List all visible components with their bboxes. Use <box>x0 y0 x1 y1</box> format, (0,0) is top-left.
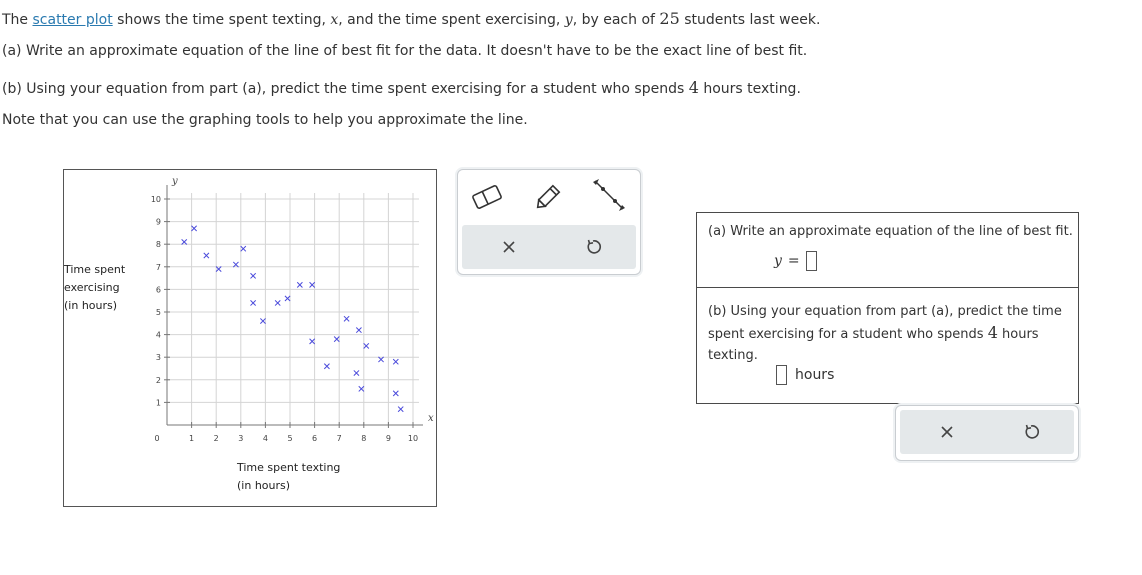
x-axis-variable: x <box>428 413 434 424</box>
y-tick-label: 8 <box>155 240 161 250</box>
undo-icon <box>1022 423 1040 441</box>
data-point <box>393 391 398 396</box>
prompt-part-a: (a) Write an approximate equation of the line of best fit for the data. It doesn't have to be the exact line of best fit. <box>2 43 808 59</box>
prompt-note: Note that you can use the graphing tools to help you approximate the line. <box>2 112 528 128</box>
undo-answer-button[interactable] <box>1015 416 1047 448</box>
data-point <box>398 407 403 412</box>
y-tick-label: 10 <box>150 195 161 204</box>
y-tick-label: 3 <box>155 353 161 363</box>
x-axis-title: Time spent texting (in hours) <box>237 461 341 492</box>
data-point <box>285 296 290 301</box>
data-point <box>241 246 246 251</box>
y-tick-label: 5 <box>155 308 161 317</box>
y-tick-label: 1 <box>155 398 161 408</box>
data-point <box>251 273 256 278</box>
eraser-icon <box>467 176 507 216</box>
hours-unit-label: hours <box>795 367 835 383</box>
y-tick-label: 2 <box>155 375 161 385</box>
graphing-toolbar <box>457 169 641 275</box>
data-point <box>364 343 369 348</box>
x-tick-label: 6 <box>312 434 318 443</box>
data-point <box>191 226 196 231</box>
x-icon <box>939 424 955 440</box>
part-a-section <box>697 213 1078 287</box>
clear-graph-button[interactable] <box>493 231 525 263</box>
part-a-prompt: (a) Write an approximate equation of the line of best fit. <box>708 224 1073 239</box>
x-tick-label: 5 <box>287 434 293 443</box>
data-point <box>251 300 256 305</box>
data-point <box>393 359 398 364</box>
data-point <box>204 253 209 258</box>
equals-sign: = <box>787 253 800 269</box>
equation-variable: y <box>774 253 782 269</box>
prompt-part-b: (b) Using your equation from part (a), predict the time spent exercising for a student who spends 4 hours texting. <box>2 78 801 97</box>
undo-graph-button[interactable] <box>577 231 609 263</box>
x-tick-label: 2 <box>213 434 219 443</box>
data-point <box>334 337 339 342</box>
x-icon <box>501 239 517 255</box>
hours-answer-input[interactable] <box>776 365 787 385</box>
y-axis-title: Time spent exercising (in hours) <box>64 263 126 312</box>
prompt-line-1: The scatter plot shows the time spent texting, x, and the time spent exercising, y, by each of 25 students last week. <box>2 9 821 28</box>
y-axis-variable: y <box>172 176 178 187</box>
equation-row <box>774 251 817 271</box>
graph-area[interactable] <box>63 169 437 507</box>
y-tick-label: 9 <box>155 217 161 227</box>
x-tick-label: 9 <box>385 434 391 443</box>
data-point <box>310 282 315 287</box>
x-tick-label: 1 <box>189 434 195 443</box>
data-point <box>297 282 302 287</box>
scatter-plot[interactable] <box>64 170 436 506</box>
part-b-prompt: (b) Using your equation from part (a), predict the time spent exercising for a student who spends 4 hours texting. <box>708 304 1062 363</box>
pencil-tool[interactable] <box>529 176 569 216</box>
pencil-icon <box>529 176 569 216</box>
origin-label: 0 <box>154 434 160 443</box>
part-b-section <box>697 288 1078 403</box>
answer-action-bar <box>900 410 1074 454</box>
data-point <box>356 327 361 332</box>
x-tick-label: 7 <box>336 434 342 443</box>
data-point <box>354 370 359 375</box>
y-tick-label: 4 <box>155 330 161 340</box>
data-point <box>260 318 265 323</box>
data-point <box>359 386 364 391</box>
data-point <box>324 364 329 369</box>
x-tick-label: 3 <box>238 434 244 443</box>
x-tick-label: 10 <box>407 434 419 443</box>
data-point <box>310 339 315 344</box>
line-tool[interactable] <box>590 176 630 216</box>
equation-answer-input[interactable] <box>806 251 817 271</box>
scatter-plot-link[interactable]: scatter plot <box>32 12 113 28</box>
y-tick-label: 6 <box>155 285 161 295</box>
graph-action-bar <box>462 225 636 269</box>
answer-actions <box>895 405 1079 461</box>
x-tick-label: 8 <box>361 434 367 443</box>
line-segment-icon <box>590 176 630 216</box>
undo-icon <box>584 238 602 256</box>
answer-panel <box>696 212 1079 404</box>
clear-answer-button[interactable] <box>931 416 963 448</box>
data-point <box>275 300 280 305</box>
eraser-tool[interactable] <box>467 176 507 216</box>
x-tick-label: 4 <box>262 434 268 443</box>
hours-row <box>776 365 834 385</box>
y-tick-label: 7 <box>155 262 161 272</box>
data-point <box>344 316 349 321</box>
